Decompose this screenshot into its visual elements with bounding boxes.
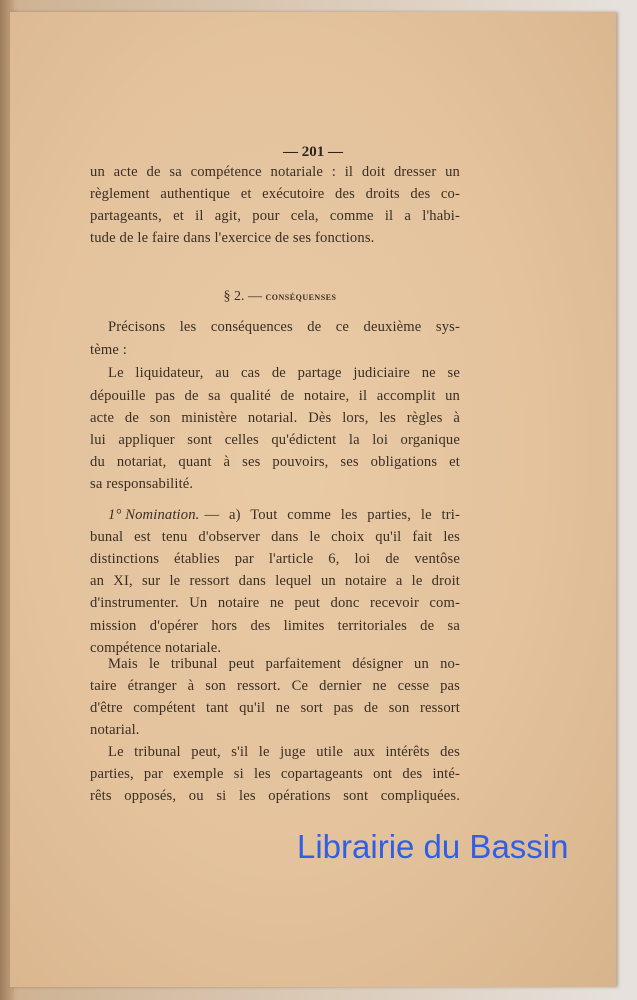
page-number: — 201 — <box>283 144 343 160</box>
text-line: compétence notariale. <box>90 640 222 656</box>
text-line: notarial. <box>90 722 140 738</box>
text-line: tude de le faire dans l'exercice de ses fonctions. <box>90 230 375 246</box>
text-line: an XI, sur le ressort dans lequel un notaire a le droit <box>90 573 460 589</box>
text-line: lui appliquer sont celles qu'édictent la loi organique <box>90 432 460 448</box>
text-line: acte de son ministère notarial. Dès lors, les règles à <box>90 410 460 426</box>
text-line: Le tribunal peut, s'il le juge utile aux intérêts des <box>108 744 460 760</box>
text-line: d'être compétent tant qu'il ne sort pas de son ressort <box>90 700 460 716</box>
text-line: règlement authentique et exécutoire des droits des co- <box>90 186 460 202</box>
section-title: conséquenses <box>265 289 337 303</box>
text-line: Mais le tribunal peut parfaitement désigner un no- <box>108 656 460 672</box>
text-line: du notariat, quant à ses pouvoirs, ses obligations et <box>90 454 460 470</box>
text-line: dépouille pas de sa qualité de notaire, il accomplit un <box>90 388 460 404</box>
section-number: § 2. — <box>223 289 263 304</box>
section-heading <box>10 289 550 305</box>
text-line: rêts opposés, ou si les opérations sont compliquées. <box>90 788 460 804</box>
nomination-label: 1° Nomination. <box>108 507 200 523</box>
text-line: tème : <box>90 342 127 358</box>
text-span: — a) Tout comme les parties, le tri- <box>204 507 460 523</box>
text-line: sa responsabilité. <box>90 476 194 492</box>
text-line: mission d'opérer hors des limites territoriales de sa <box>90 618 460 634</box>
text-line: parties, par exemple si les copartageants ont des inté- <box>90 766 460 782</box>
text-line: bunal est tenu d'observer dans le choix qu'il fait les <box>90 529 460 545</box>
text-line: d'instrumenter. Un notaire ne peut donc recevoir com- <box>90 595 460 611</box>
text-line: distinctions établies par l'article 6, loi de ventôse <box>90 551 460 567</box>
text-line: Précisons les conséquences de ce deuxième sys- <box>108 319 460 335</box>
watermark: Librairie du Bassin <box>297 828 569 865</box>
text-line-nomination <box>90 506 460 524</box>
text-line: taire étranger à son ressort. Ce dernier ne cesse pas <box>90 678 460 694</box>
text-line: Le liquidateur, au cas de partage judiciaire ne se <box>108 365 460 381</box>
text-line: un acte de sa compétence notariale : il doit dresser un <box>90 164 460 180</box>
text-line: partageants, et il agit, pour cela, comme il a l'habi- <box>90 208 460 224</box>
